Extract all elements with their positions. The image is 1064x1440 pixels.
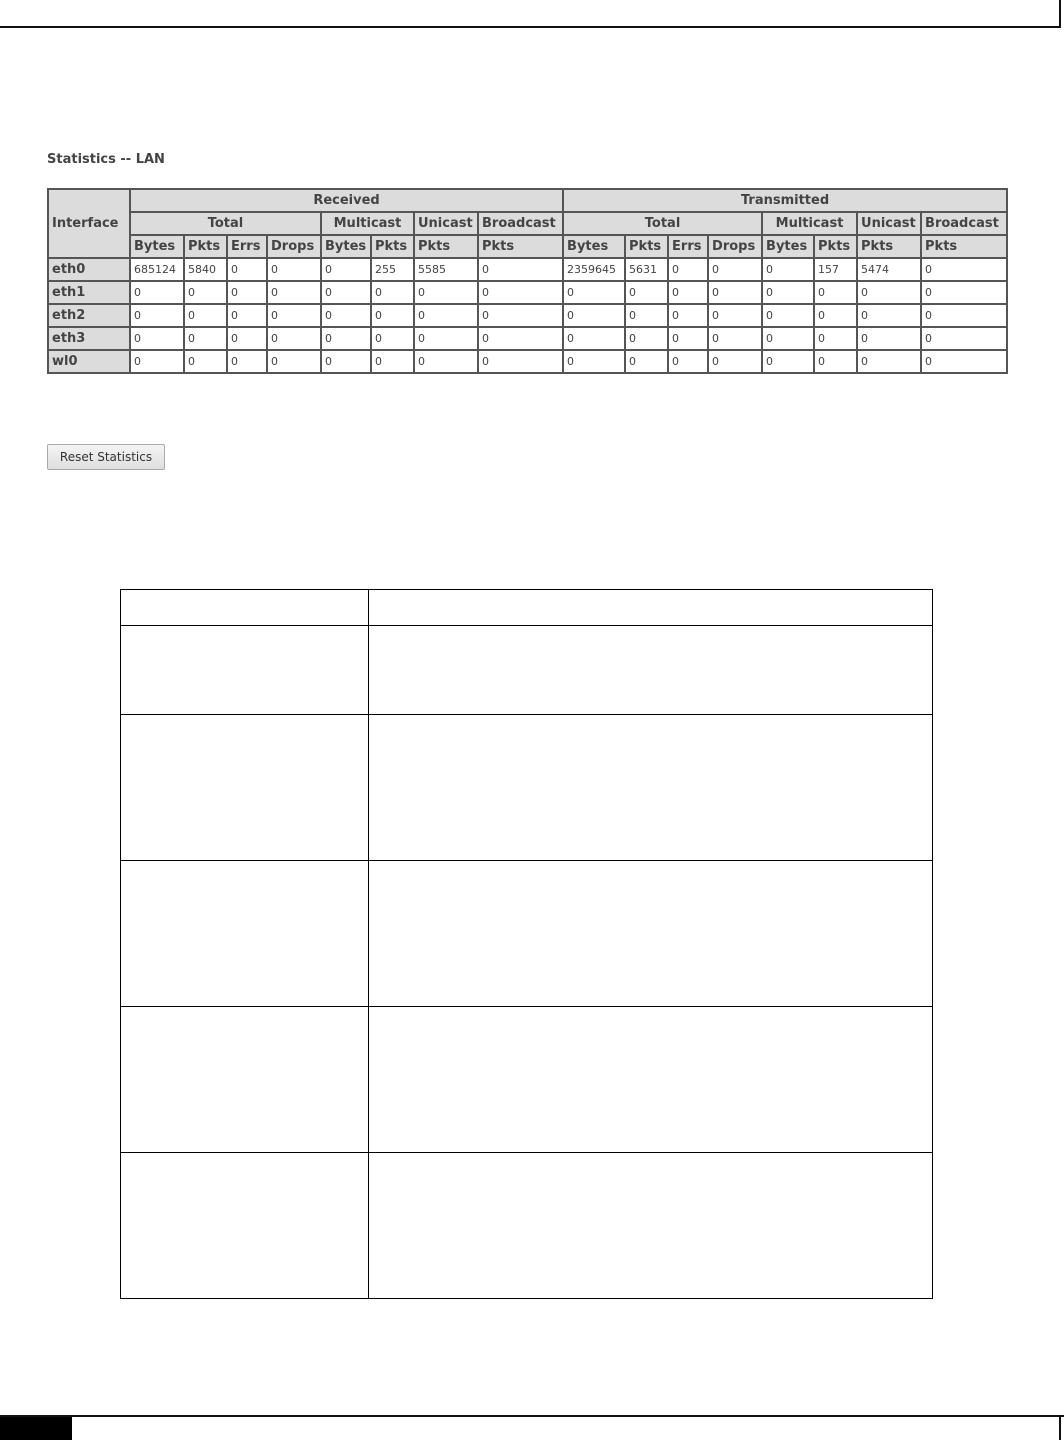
stat-cell: 0 <box>708 304 762 327</box>
description-cell <box>369 626 933 715</box>
stat-cell: 0 <box>414 281 478 304</box>
rx-multicast-pkts-header: Pkts <box>371 235 414 258</box>
table-row <box>121 626 933 715</box>
interface-name: eth3 <box>48 327 130 350</box>
stat-cell: 0 <box>563 281 625 304</box>
stat-cell: 0 <box>478 327 563 350</box>
interface-name: eth1 <box>48 281 130 304</box>
tx-bytes-header: Bytes <box>563 235 625 258</box>
stat-cell: 0 <box>371 304 414 327</box>
stat-cell: 0 <box>414 327 478 350</box>
stat-cell: 5840 <box>184 258 227 281</box>
tx-broadcast-pkts-header: Pkts <box>921 235 1007 258</box>
table-row <box>121 1153 933 1299</box>
stat-cell: 0 <box>267 350 321 373</box>
tx-multicast-header: Multicast <box>762 212 857 235</box>
table-row <box>48 258 1007 281</box>
description-cell <box>369 1153 933 1299</box>
description-cell <box>121 1153 369 1299</box>
stat-cell: 0 <box>762 350 814 373</box>
stat-cell: 0 <box>267 304 321 327</box>
rx-broadcast-pkts-header: Pkts <box>478 235 563 258</box>
stat-cell: 0 <box>814 350 857 373</box>
lan-statistics-table <box>47 188 1008 374</box>
stat-cell: 0 <box>184 304 227 327</box>
stat-cell: 0 <box>130 281 184 304</box>
stat-cell: 0 <box>478 304 563 327</box>
stat-cell: 0 <box>708 258 762 281</box>
rx-pkts-header: Pkts <box>184 235 227 258</box>
description-cell <box>121 715 369 861</box>
stat-cell: 0 <box>414 304 478 327</box>
stat-cell: 0 <box>921 281 1007 304</box>
tx-errs-header: Errs <box>668 235 708 258</box>
interface-name: wl0 <box>48 350 130 373</box>
stat-cell: 0 <box>814 327 857 350</box>
stat-cell: 0 <box>857 327 921 350</box>
reset-statistics-button[interactable]: Reset Statistics <box>47 444 165 470</box>
description-cell <box>369 590 933 626</box>
stat-cell: 0 <box>857 350 921 373</box>
rx-unicast-pkts-header: Pkts <box>414 235 478 258</box>
stat-cell: 0 <box>921 304 1007 327</box>
table-row <box>48 304 1007 327</box>
stat-cell: 0 <box>227 350 267 373</box>
stat-cell: 0 <box>227 327 267 350</box>
stat-cell: 0 <box>130 350 184 373</box>
stat-cell: 685124 <box>130 258 184 281</box>
stat-cell: 0 <box>478 281 563 304</box>
stat-cell: 0 <box>563 327 625 350</box>
stat-cell: 0 <box>625 327 668 350</box>
stat-cell: 0 <box>921 327 1007 350</box>
stat-cell: 0 <box>762 304 814 327</box>
description-cell <box>121 1007 369 1153</box>
rx-unicast-header: Unicast <box>414 212 478 235</box>
description-table <box>120 589 933 1299</box>
stat-cell: 0 <box>371 350 414 373</box>
page-title: Statistics -- LAN <box>47 152 165 167</box>
stat-cell: 0 <box>184 281 227 304</box>
description-cell <box>121 590 369 626</box>
stat-cell: 0 <box>184 350 227 373</box>
stat-cell: 0 <box>321 258 371 281</box>
rx-bytes-header: Bytes <box>130 235 184 258</box>
description-cell <box>121 626 369 715</box>
stat-cell: 0 <box>762 327 814 350</box>
stat-cell: 0 <box>227 304 267 327</box>
stat-cell: 0 <box>668 327 708 350</box>
stat-cell: 0 <box>478 258 563 281</box>
table-row <box>121 1007 933 1153</box>
stat-cell: 0 <box>921 258 1007 281</box>
stat-cell: 0 <box>130 304 184 327</box>
stat-cell: 0 <box>184 327 227 350</box>
table-row <box>48 350 1007 373</box>
tx-unicast-pkts-header: Pkts <box>857 235 921 258</box>
interface-name: eth0 <box>48 258 130 281</box>
page-header-rule <box>0 0 1061 28</box>
stat-cell: 0 <box>814 304 857 327</box>
tx-broadcast-header: Broadcast <box>921 212 1007 235</box>
stat-cell: 0 <box>563 350 625 373</box>
rx-broadcast-header: Broadcast <box>478 212 563 235</box>
rx-drops-header: Drops <box>267 235 321 258</box>
rx-multicast-bytes-header: Bytes <box>321 235 371 258</box>
stat-cell: 0 <box>563 304 625 327</box>
rx-total-header: Total <box>130 212 321 235</box>
stat-cell: 0 <box>321 304 371 327</box>
stat-cell: 0 <box>857 304 921 327</box>
stat-cell: 0 <box>130 327 184 350</box>
stat-cell: 0 <box>321 327 371 350</box>
table-row <box>48 327 1007 350</box>
table-row <box>48 281 1007 304</box>
stat-cell: 0 <box>625 304 668 327</box>
stat-cell: 0 <box>478 350 563 373</box>
stat-cell: 0 <box>371 327 414 350</box>
stat-cell: 0 <box>814 281 857 304</box>
transmitted-header: Transmitted <box>563 189 1007 212</box>
stat-cell: 0 <box>668 304 708 327</box>
tx-multicast-pkts-header: Pkts <box>814 235 857 258</box>
tx-total-header: Total <box>563 212 762 235</box>
stat-cell: 5474 <box>857 258 921 281</box>
interface-name: eth2 <box>48 304 130 327</box>
stat-cell: 0 <box>227 258 267 281</box>
stat-cell: 0 <box>321 281 371 304</box>
stat-cell: 0 <box>708 327 762 350</box>
interface-header: Interface <box>48 189 130 258</box>
stat-cell: 0 <box>668 281 708 304</box>
rx-errs-header: Errs <box>227 235 267 258</box>
stat-cell: 0 <box>321 350 371 373</box>
stat-cell: 0 <box>762 281 814 304</box>
page-number-block <box>0 1417 72 1440</box>
stat-cell: 5585 <box>414 258 478 281</box>
stat-cell: 5631 <box>625 258 668 281</box>
stat-cell: 2359645 <box>563 258 625 281</box>
page-footer-rule <box>0 1415 1064 1440</box>
stat-cell: 0 <box>625 350 668 373</box>
stat-cell: 0 <box>414 350 478 373</box>
footer-edge-tick <box>1059 1417 1061 1440</box>
rx-multicast-header: Multicast <box>321 212 414 235</box>
tx-unicast-header: Unicast <box>857 212 921 235</box>
description-cell <box>369 861 933 1007</box>
description-cell <box>369 715 933 861</box>
stat-cell: 0 <box>708 281 762 304</box>
tx-pkts-header: Pkts <box>625 235 668 258</box>
stat-cell: 0 <box>668 258 708 281</box>
stat-cell: 157 <box>814 258 857 281</box>
stat-cell: 255 <box>371 258 414 281</box>
stat-cell: 0 <box>267 327 321 350</box>
description-cell <box>121 861 369 1007</box>
stat-cell: 0 <box>371 281 414 304</box>
stat-cell: 0 <box>625 281 668 304</box>
tx-multicast-bytes-header: Bytes <box>762 235 814 258</box>
stat-cell: 0 <box>267 281 321 304</box>
stat-cell: 0 <box>921 350 1007 373</box>
stat-cell: 0 <box>668 350 708 373</box>
table-row <box>121 590 933 626</box>
stat-cell: 0 <box>857 281 921 304</box>
stat-cell: 0 <box>708 350 762 373</box>
tx-drops-header: Drops <box>708 235 762 258</box>
stat-cell: 0 <box>762 258 814 281</box>
table-row <box>121 715 933 861</box>
stat-cell: 0 <box>227 281 267 304</box>
table-row <box>121 861 933 1007</box>
stat-cell: 0 <box>267 258 321 281</box>
description-cell <box>369 1007 933 1153</box>
received-header: Received <box>130 189 563 212</box>
